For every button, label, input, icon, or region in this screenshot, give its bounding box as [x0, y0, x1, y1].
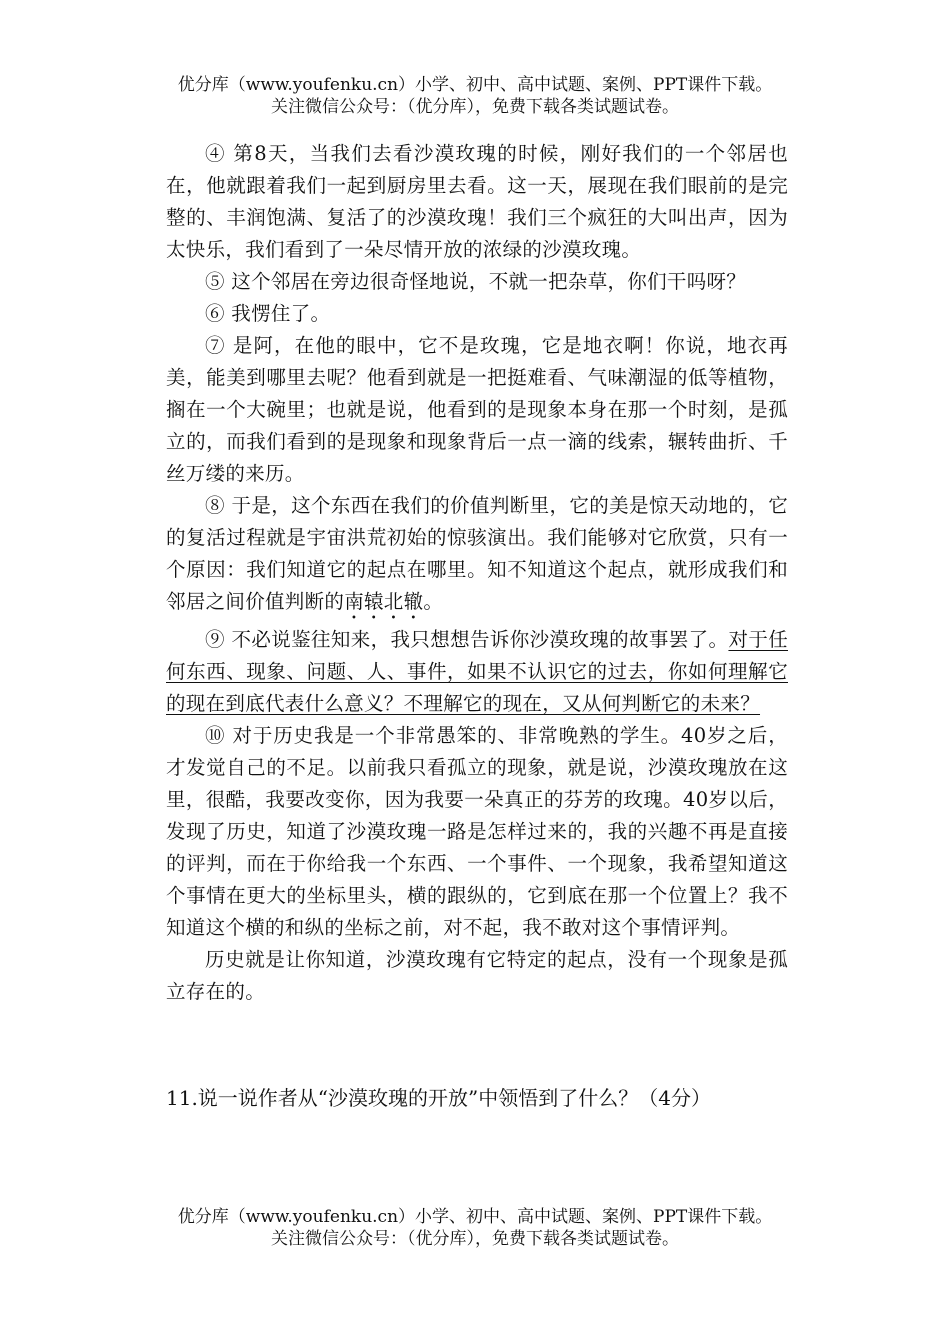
header-line-2: 关注微信公众号：（优分库），免费下载各类试题试卷。 — [271, 97, 679, 117]
page-header — [0, 74, 950, 118]
header-line-1: 优分库（www.youfenku.cn）小学、初中、高中试题、案例、PPT课件下载。 — [177, 75, 773, 95]
footer-line-2: 关注微信公众号：（优分库），免费下载各类试题试卷。 — [271, 1229, 679, 1249]
underlined-sentence: 对于任何东西、现象、问题、人、事件，如果不认识它的过去，你如何理解它的现在到底代表什么意义？不理解它的现在，又从何判断它的未来？ — [166, 628, 788, 715]
question-11: 11.说一说作者从“沙漠玫瑰的开放”中领悟到了什么？（4分） — [166, 1086, 711, 1110]
reading-passage — [166, 138, 788, 1008]
paragraph-7: ⑦ 是阿，在他的眼中，它不是玫瑰，它是地衣啊！你说，地衣再美，能美到哪里去呢？他看到就是一把挺难看、气味潮湿的低等植物，搁在一个大碗里；也就是说，他看到的是现象本身在那一个时刻，是孤立的，而我们看到的是现象和现象背后一点一滴的线索，辗转曲折、千丝万缕的来历。 — [166, 334, 788, 485]
paragraph-9 — [166, 624, 788, 720]
page-footer — [0, 1206, 950, 1250]
paragraph-5: ⑤ 这个邻居在旁边很奇怪地说，不就一把杂草，你们干吗呀？ — [205, 270, 747, 293]
paragraph-8 — [166, 490, 788, 624]
paragraph-6: ⑥ 我愣住了。 — [205, 302, 331, 325]
paragraph-9-text: ⑨ 不必说鉴往知来，我只想想告诉你沙漠玫瑰的故事罢了。 — [205, 628, 729, 651]
paragraph-8-end: 。 — [423, 590, 444, 613]
emphasized-idiom: 南辕北辙 — [344, 590, 424, 613]
footer-line-1: 优分库（www.youfenku.cn）小学、初中、高中试题、案例、PPT课件下载。 — [177, 1207, 773, 1227]
paragraph-11: 历史就是让你知道，沙漠玫瑰有它特定的起点，没有一个现象是孤立存在的。 — [166, 948, 788, 1003]
paragraph-4: ④ 第8天，当我们去看沙漠玫瑰的时候，刚好我们的一个邻居也在，他就跟着我们一起到厨房里去看。这一天，展现在我们眼前的是完整的、丰润饱满、复活了的沙漠玫瑰！我们三个疯狂的大叫出声，因为太快乐，我们看到了一朵尽情开放的浓绿的沙漠玫瑰。 — [166, 142, 788, 261]
paragraph-8-text: ⑧ 于是，这个东西在我们的价值判断里，它的美是惊天动地的，它的复活过程就是宇宙洪荒初始的惊骇演出。我们能够对它欣赏，只有一个原因：我们知道它的起点在哪里。知不知道这个起点，就形成我们和邻居之间价值判断的 — [166, 494, 788, 613]
paragraph-10: ⑩ 对于历史我是一个非常愚笨的、非常晚熟的学生。40岁之后，才发觉自己的不足。以前我只看孤立的现象，就是说，沙漠玫瑰放在这里，很酷，我要改变你，因为我要一朵真正的芬芳的玫瑰。40岁以后，发现了历史，知道了沙漠玫瑰一路是怎样过来的，我的兴趣不再是直接的评判，而在于你给我一个东西、一个事件、一个现象，我希望知道这个事情在更大的坐标里头，横的跟纵的，它到底在那一个位置上？我不知道这个横的和纵的坐标之前，对不起，我不敢对这个事情评判。 — [166, 724, 788, 939]
